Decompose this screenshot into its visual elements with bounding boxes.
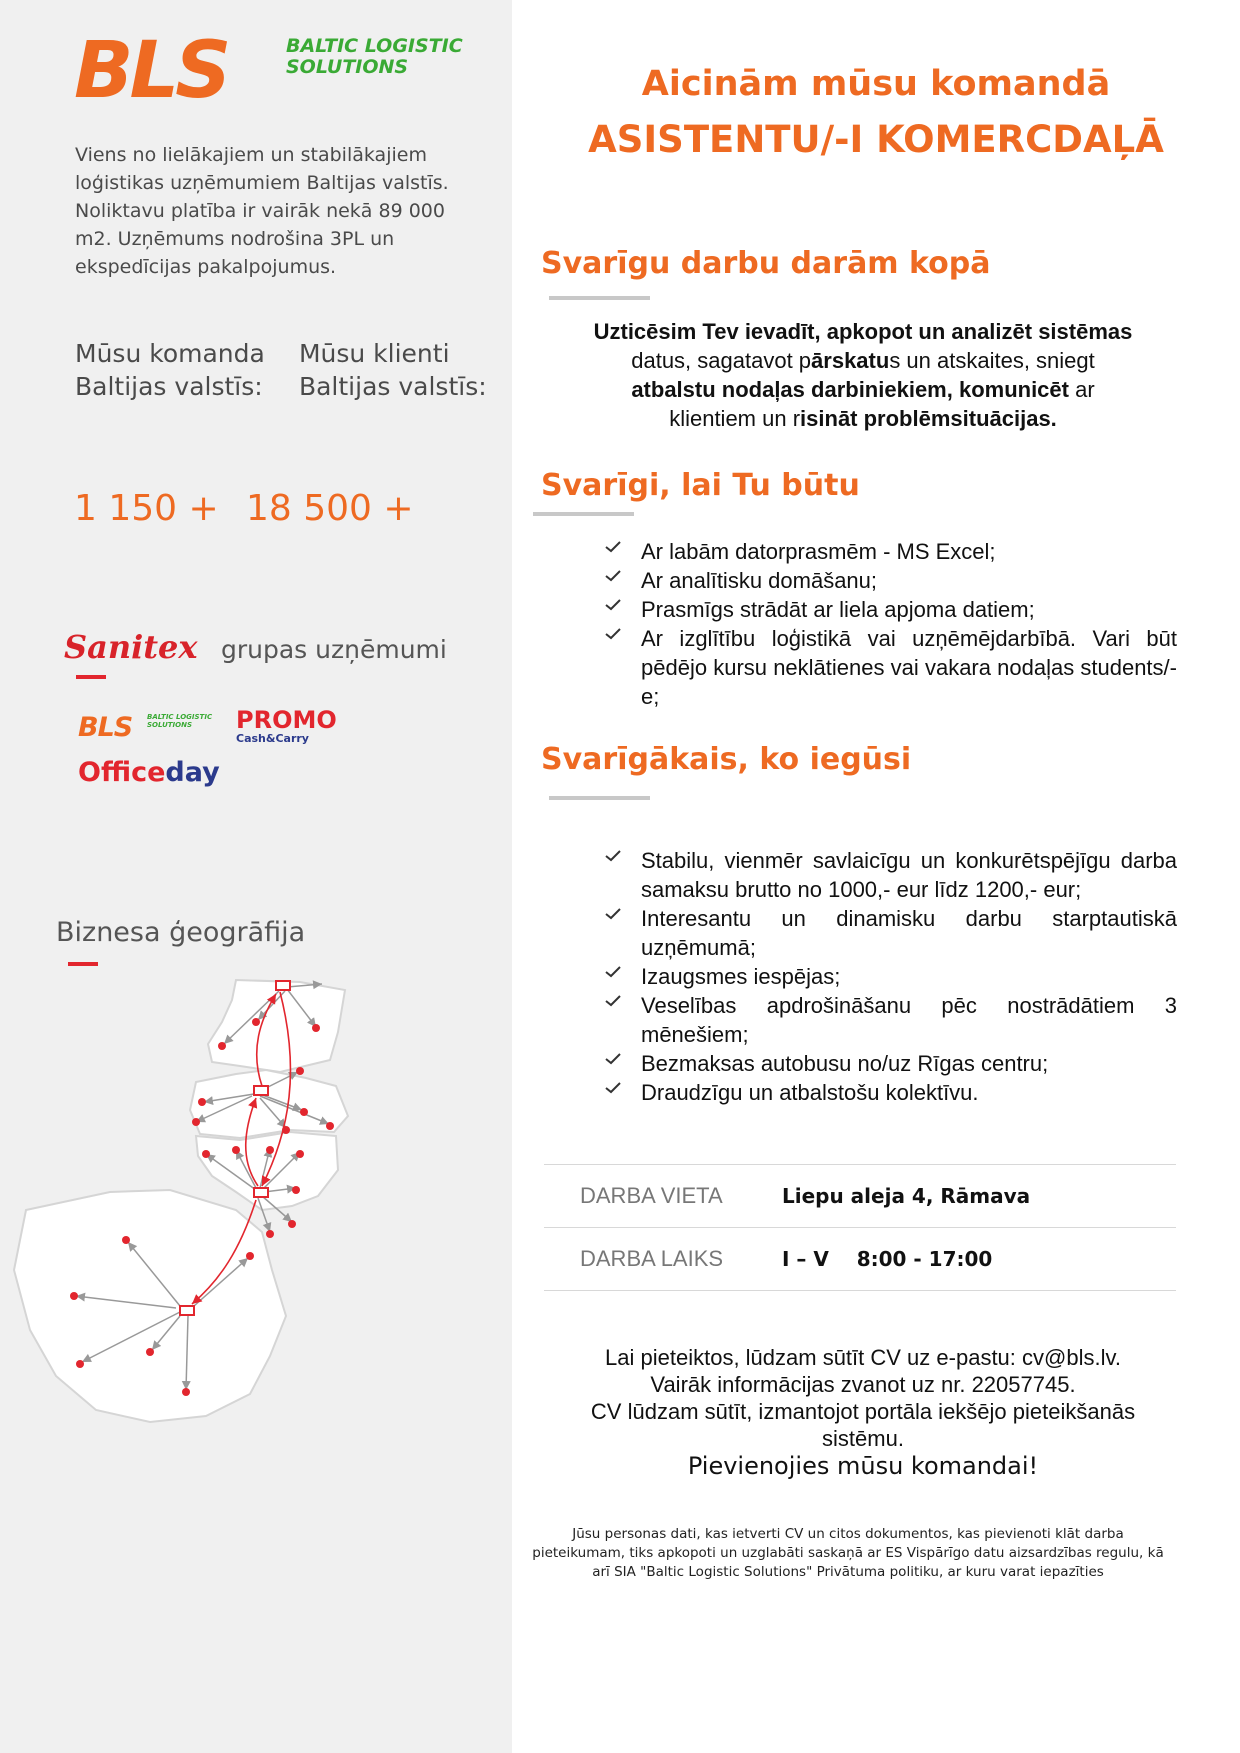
desc-part6: ar	[1068, 377, 1095, 402]
officeday-logo	[78, 757, 220, 788]
divider-dash	[76, 675, 106, 679]
check-icon	[605, 1082, 621, 1094]
clients-count: 18 500 +	[246, 488, 414, 529]
logo-sub-line2: SOLUTIONS	[286, 56, 409, 78]
time-label: DARBA LAIKS	[544, 1228, 781, 1291]
benefit-item	[605, 846, 1177, 904]
join-call: Pievienojies mūsu komandai!	[687, 1452, 1039, 1480]
geography-title: Biznesa ģeogrāfija	[56, 917, 306, 948]
info-row-time	[544, 1228, 1176, 1291]
check-icon	[605, 628, 621, 640]
requirement-item	[605, 624, 1177, 711]
job-description	[548, 317, 1178, 433]
clients-label: Mūsu klienti	[298, 339, 450, 368]
time-value: I – V 8:00 - 17:00	[781, 1228, 1176, 1291]
team-label-region: Baltijas valstīs:	[75, 372, 263, 401]
bls-small-logo-subtitle	[147, 713, 212, 729]
benefit-item	[605, 904, 1177, 962]
team-label: Mūsu komanda	[75, 339, 265, 368]
requirements-list	[605, 537, 1177, 711]
section-title-benefits: Svarīgākais, ko iegūsi	[541, 742, 912, 777]
benefit-item	[605, 1078, 1177, 1107]
bls-small-sub1: BALTIC LOGISTIC	[147, 713, 213, 721]
requirement-text: Prasmīgs strādāt ar liela apjoma datiem;	[641, 597, 1035, 622]
section-title-requirements: Svarīgi, lai Tu būtu	[541, 468, 860, 503]
check-icon	[605, 995, 621, 1007]
info-row-place	[544, 1165, 1176, 1228]
check-icon	[605, 1053, 621, 1065]
check-icon	[605, 599, 621, 611]
geography-dash	[68, 962, 98, 966]
benefit-text: Izaugsmes iespējas;	[641, 964, 841, 989]
check-icon	[605, 966, 621, 978]
application-info	[548, 1344, 1178, 1452]
company-intro: Viens no lielākajiem un stabilākajiem loģistikas uzņēmumiem Baltijas valstīs. Noliktavu platība ir vairāk nekā 89 000 m2. Uzņēmums nodrošina 3PL un ekspedīcijas pakalpojumus.	[75, 144, 449, 278]
requirement-text: Ar izglītību loģistikā vai uzņēmējdarbībā. Vari būt pēdējo kursu neklātienes vai vakara nodaļas students/-e;	[641, 626, 1177, 709]
promo-logo: PROMO	[236, 706, 337, 734]
officeday-logo-part2: day	[165, 757, 220, 788]
benefit-text: Draudzīgu un atbalstošu kolektīvu.	[641, 1080, 979, 1105]
section-bar	[549, 796, 650, 800]
team-count: 1 150 +	[74, 488, 219, 529]
benefit-item	[605, 962, 1177, 991]
apply-portal-line: CV lūdzam sūtīt, izmantojot portāla iekšējo pieteikšanās sistēmu.	[590, 1399, 1136, 1451]
sanitex-logo: Sanitex	[64, 628, 198, 666]
desc-part7: klientiem un r	[669, 406, 801, 431]
benefit-text: Veselības apdrošināšanu pēc nostrādātiem 3 mēnešiem;	[641, 993, 1177, 1047]
bls-logo-subtitle	[286, 36, 463, 78]
section-bar	[533, 512, 634, 516]
requirement-text: Ar labām datorprasmēm - MS Excel;	[641, 539, 996, 564]
bls-small-logo: BLS	[78, 712, 133, 743]
section-title-work: Svarīgu darbu darām kopā	[541, 246, 991, 281]
stats-labels-row2	[75, 372, 487, 401]
job-info-table	[544, 1164, 1176, 1291]
requirement-item	[605, 566, 1177, 595]
requirement-item	[605, 595, 1177, 624]
desc-part2: datus, sagatavot p	[631, 348, 812, 373]
desc-part8: isināt problēmsituācijas.	[800, 406, 1057, 431]
stats-labels-row1	[75, 339, 450, 368]
desc-part3: ārskatu	[811, 348, 890, 373]
privacy-notice: Jūsu personas dati, kas ietverti CV un citos dokumentos, kas pievienoti klāt darba pieteikumam, tiks apkopoti un uzglabāti saskaņā ar ES Vispārīgo datu aizsardzības regulu, kā arī SIA "Baltic Logistic Solutions" Privātuma politiku, ar kuru varat iepazīties	[532, 1526, 1164, 1580]
apply-email-line: Lai pieteiktos, lūdzam sūtīt CV uz e-pastu: cv@bls.lv.	[605, 1345, 1121, 1370]
benefit-text: Interesantu un dinamisku darbu starptautiskā uzņēmumā;	[641, 906, 1177, 960]
desc-part4: s un atskaites, sniegt	[889, 348, 1095, 373]
bls-logo: BLS	[74, 26, 228, 116]
benefit-item	[605, 991, 1177, 1049]
benefit-item	[605, 1049, 1177, 1078]
left-panel	[0, 0, 512, 1753]
check-icon	[605, 908, 621, 920]
group-companies-label: grupas uzņēmumi	[221, 635, 447, 664]
desc-part1: Uzticēsim Tev ievadīt, apkopot un analizēt sistēmas	[593, 319, 1133, 344]
clients-label-region: Baltijas valstīs:	[298, 372, 487, 401]
requirement-item	[605, 537, 1177, 566]
headline-line2: ASISTENTU/-I KOMERCDAĻĀ	[588, 118, 1164, 161]
check-icon	[605, 850, 621, 862]
apply-phone-line: Vairāk informācijas zvanot uz nr. 22057745.	[650, 1372, 1076, 1397]
business-geography-map	[0, 970, 360, 1440]
requirement-text: Ar analītisku domāšanu;	[641, 568, 878, 593]
benefit-text: Bezmaksas autobusu no/uz Rīgas centru;	[641, 1051, 1049, 1076]
officeday-logo-part1: Office	[78, 757, 166, 788]
logo-sub-line1: BALTIC LOGISTIC	[286, 35, 463, 57]
benefits-list	[605, 846, 1177, 1107]
benefit-text: Stabilu, vienmēr savlaicīgu un konkurētspējīgu darba samaksu brutto no 1000,- eur līdz 1200,- eur;	[641, 848, 1177, 902]
desc-part5: atbalstu nodaļas darbiniekiem, komunicēt	[631, 377, 1069, 402]
promo-logo-subtitle: Cash&Carry	[236, 732, 309, 745]
bls-small-sub2: SOLUTIONS	[147, 721, 192, 729]
section-bar	[549, 296, 650, 300]
check-icon	[605, 541, 621, 553]
place-value: Liepu aleja 4, Rāmava	[781, 1165, 1176, 1228]
check-icon	[605, 570, 621, 582]
place-label: DARBA VIETA	[544, 1165, 781, 1228]
headline-line1: Aicinām mūsu komandā	[641, 64, 1111, 104]
